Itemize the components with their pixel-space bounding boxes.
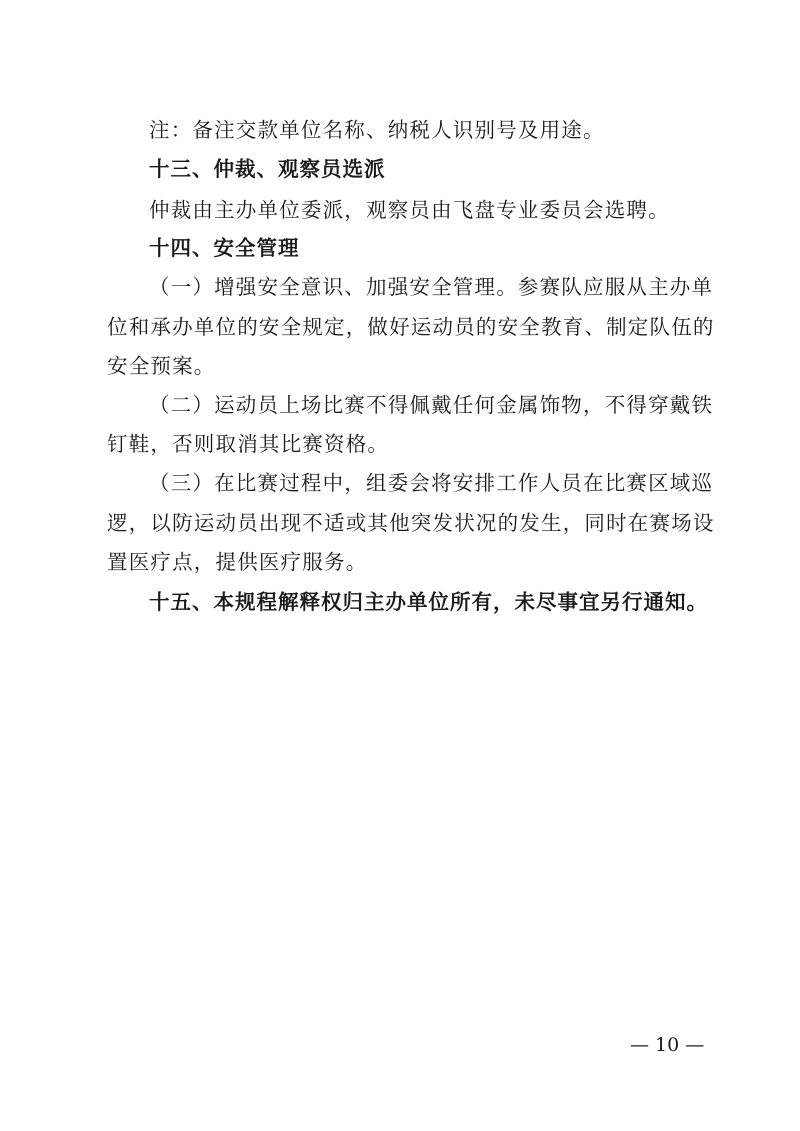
section-14-item-3-line-1: （三）在比赛过程中，组委会将安排工作人员在比赛区域巡 <box>149 471 714 495</box>
section-14-item-2-line-2: 钉鞋，否则取消其比赛资格。 <box>107 432 390 456</box>
section-15-heading: 十五、本规程解释权归主办单位所有，未尽事宜另行通知。 <box>149 590 708 614</box>
section-14-item-1-line-3: 安全预案。 <box>107 354 216 378</box>
section-14-item-1-line-2: 位和承办单位的安全规定，做好运动员的安全教育、制定队伍的 <box>107 315 715 339</box>
section-13-body: 仲裁由主办单位委派，观察员由飞盘专业委员会选聘。 <box>149 198 670 222</box>
section-13-heading: 十三、仲裁、观察员选派 <box>149 157 386 181</box>
section-14-item-3-line-3: 置医疗点，提供医疗服务。 <box>107 550 368 574</box>
section-14-item-2-line-1: （二）运动员上场比赛不得佩戴任何金属饰物，不得穿戴铁 <box>149 393 714 417</box>
section-14-item-1-line-1: （一）增强安全意识、加强安全管理。参赛队应服从主办单 <box>149 275 714 299</box>
payment-note: 注：备注交款单位名称、纳税人识别号及用途。 <box>149 118 605 142</box>
section-14-item-3-line-2: 逻，以防运动员出现不适或其他突发状况的发生，同时在赛场设 <box>107 511 715 535</box>
page-number: — 10 — <box>630 1034 705 1056</box>
section-14-heading: 十四、安全管理 <box>149 236 300 260</box>
